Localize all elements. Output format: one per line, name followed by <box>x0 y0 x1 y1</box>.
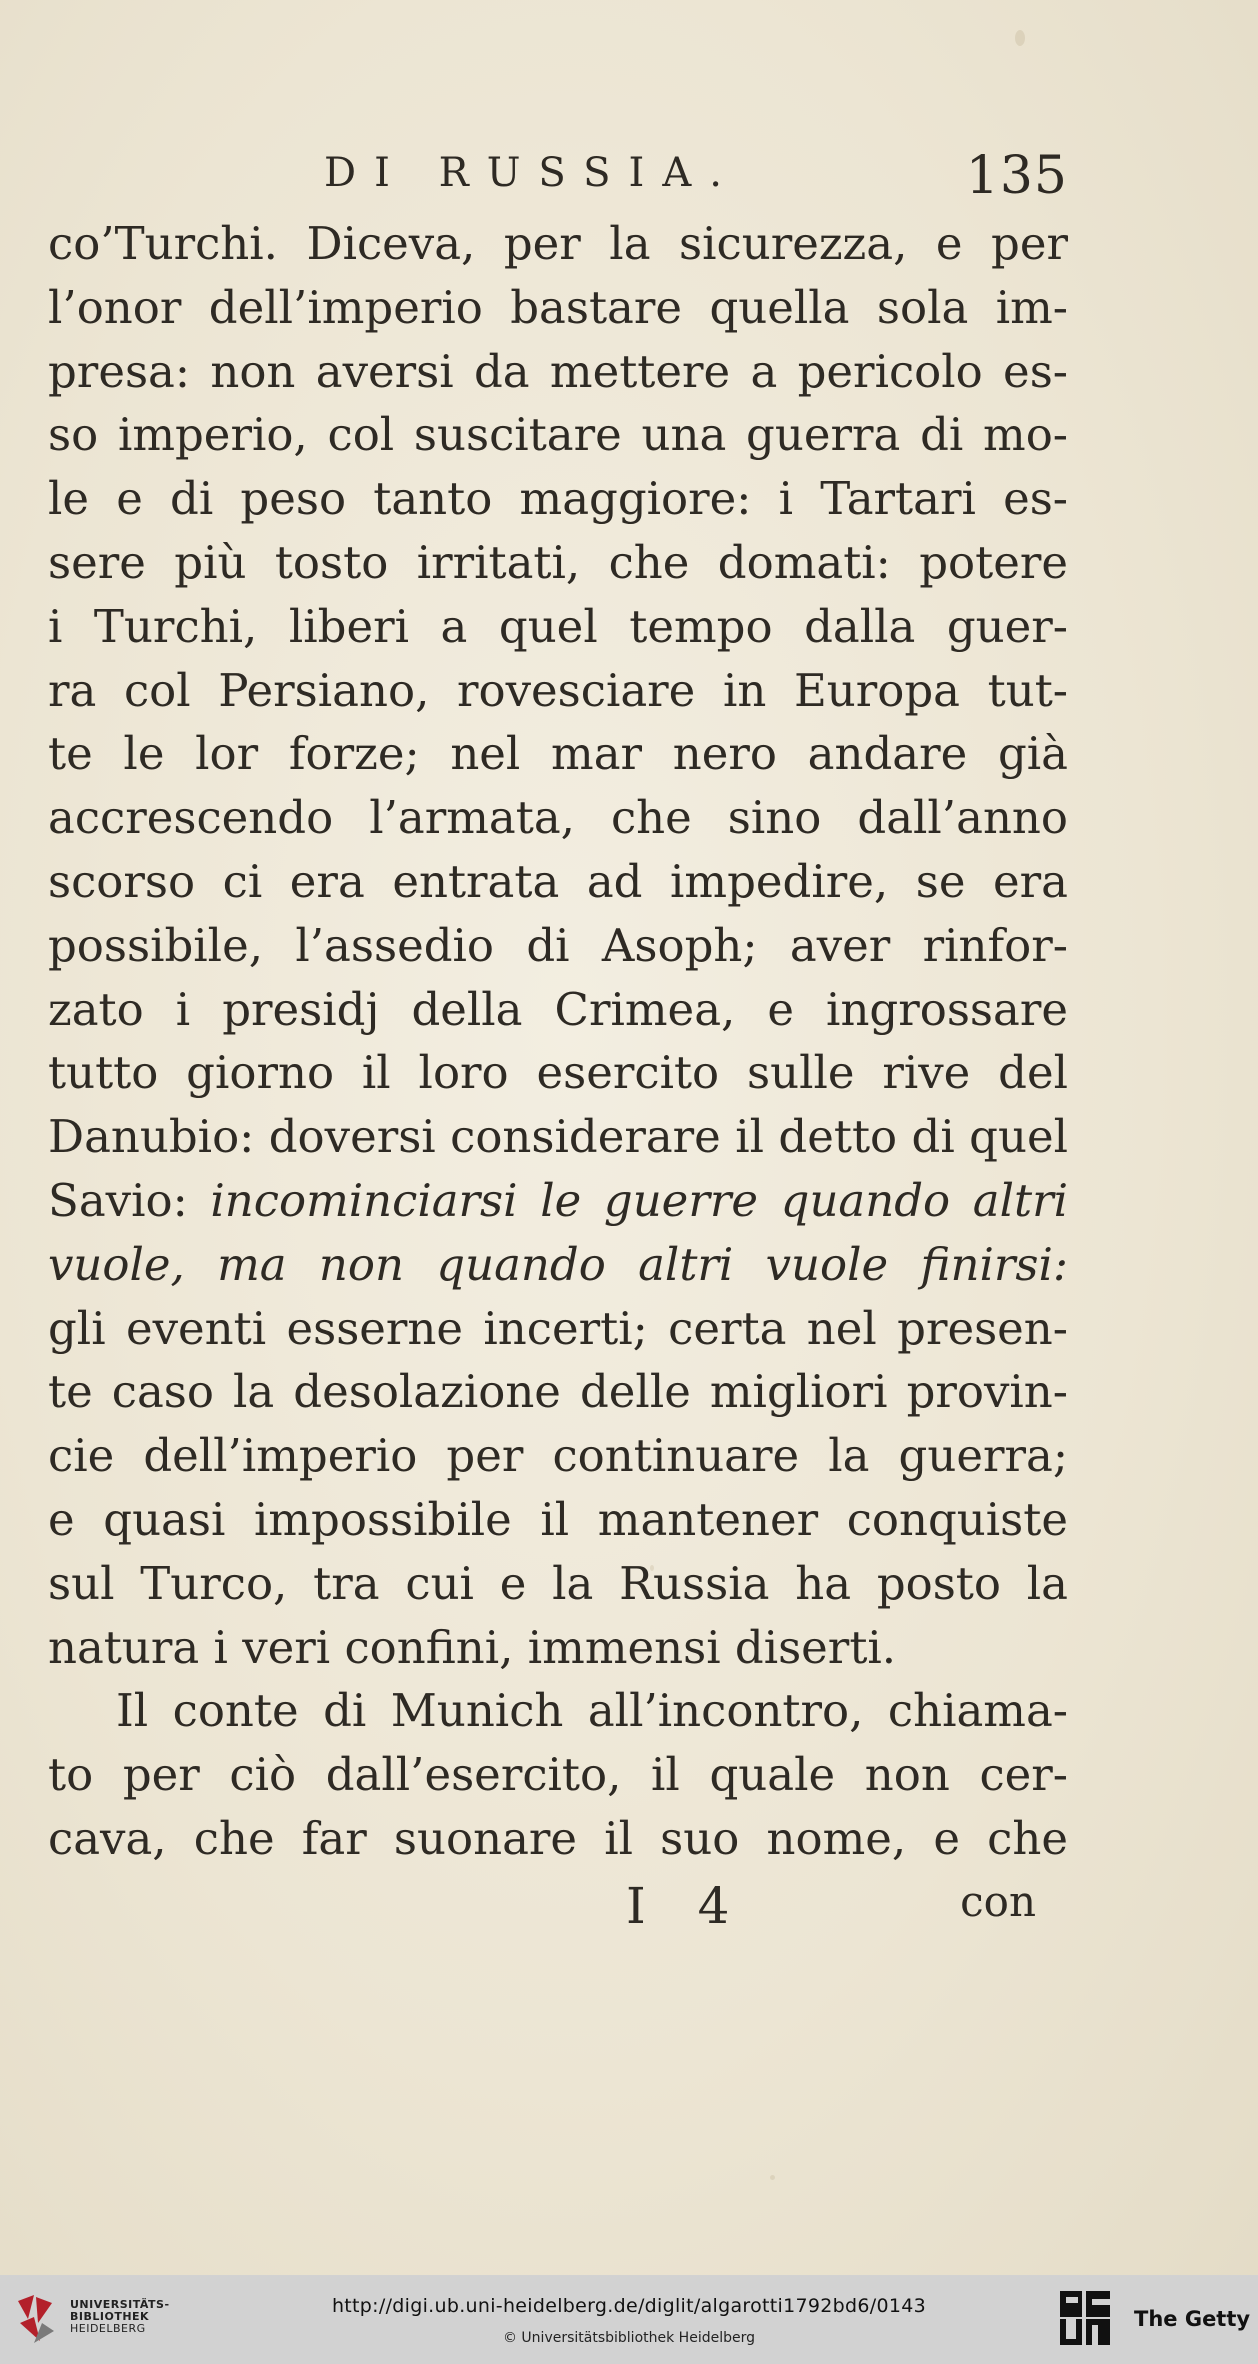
library-name-line: BIBLIOTHEK <box>70 2310 150 2323</box>
library-name-line: HEIDELBERG <box>70 2322 146 2335</box>
signature-mark: I 4 <box>626 1876 748 1935</box>
text-line: accrescendo l’armata, che sino dall’anno <box>48 791 1068 845</box>
text-block <box>48 146 1069 1941</box>
text-line: ra col Persiano, rovesciare in Europa tut- <box>48 663 1068 717</box>
text-line: sere più tosto irritati, che domati: potere <box>48 535 1068 589</box>
paper-stain <box>1015 30 1025 46</box>
text-line: Danubio: doversi considerare il detto di quel <box>48 1110 1068 1164</box>
text-line: co’Turchi. Diceva, per la sicurezza, e per <box>48 217 1068 270</box>
running-head <box>48 146 1068 212</box>
text-line: sul Turco, tra cui e la Russia ha posto la <box>48 1556 1068 1610</box>
text-line-quote-start <box>48 1169 1068 1233</box>
text-line: e quasi impossibile il mantener conquiste <box>48 1492 1068 1546</box>
paragraph-start-line: Il conte di Munich all’incontro, chiama- <box>116 1684 1068 1738</box>
text-line: te le lor forze; nel mar nero andare già <box>48 727 1068 781</box>
copyright-notice: © Universitätsbibliothek Heidelberg <box>502 2330 755 2346</box>
text-line: zato i presidj della Crimea, e ingrossare <box>48 982 1068 1036</box>
text-line-quote-end <box>48 1233 1068 1297</box>
library-name-line: UNIVERSITÄTS- <box>70 2298 170 2311</box>
text-segment: Savio: <box>48 1173 211 1227</box>
text-line: cie dell’imperio per continuare la guerra; <box>48 1429 1068 1483</box>
italic-quote: vuole, ma non quando altri vuole finirsi: <box>48 1237 1068 1291</box>
text-line: i Turchi, liberi a quel tempo dalla guer- <box>48 599 1068 653</box>
text-line: possibile, l’assedio di Asoph; aver rinfor- <box>48 918 1068 972</box>
italic-quote: incominciarsi le guerre quando altri <box>210 1173 1069 1227</box>
text-line: tutto giorno il loro esercito sulle rive del <box>48 1046 1068 1100</box>
paper-stain <box>770 2175 775 2180</box>
catchword: con <box>960 1876 1036 1926</box>
text-line: scorso ci era entrata ad impedire, se era <box>48 854 1068 908</box>
text-line: gli eventi esserne incerti; certa nel presen- <box>48 1301 1068 1355</box>
text-line: le e di peso tanto maggiore: i Tartari es- <box>48 472 1068 526</box>
text-line: presa: non aversi da mettere a pericolo es- <box>48 344 1068 398</box>
text-line: so imperio, col suscitare una guerra di mo- <box>48 408 1068 462</box>
viewer-footer-bar <box>0 2275 1258 2364</box>
page-number: 135 <box>965 146 1068 206</box>
permalink-url[interactable]: http://digi.ub.uni-heidelberg.de/diglit/algarotti1792bd6/0143 <box>331 2295 927 2317</box>
getty-logo-icon <box>1058 2289 1112 2347</box>
text-line: to per ciò dall’esercito, il quale non cer- <box>48 1748 1068 1802</box>
getty-name: The Getty <box>1134 2307 1251 2331</box>
text-line: l’onor dell’imperio bastare quella sola im- <box>48 280 1068 334</box>
paragraph-end-line: natura i veri confini, immensi diserti. <box>48 1620 897 1674</box>
running-head-title: DI RUSSIA. <box>324 150 740 196</box>
page-footer-line <box>48 1871 1068 1941</box>
text-line: te caso la desolazione delle migliori provin- <box>48 1365 1068 1419</box>
text-line: cava, che far suonare il suo nome, e che <box>48 1811 1068 1865</box>
